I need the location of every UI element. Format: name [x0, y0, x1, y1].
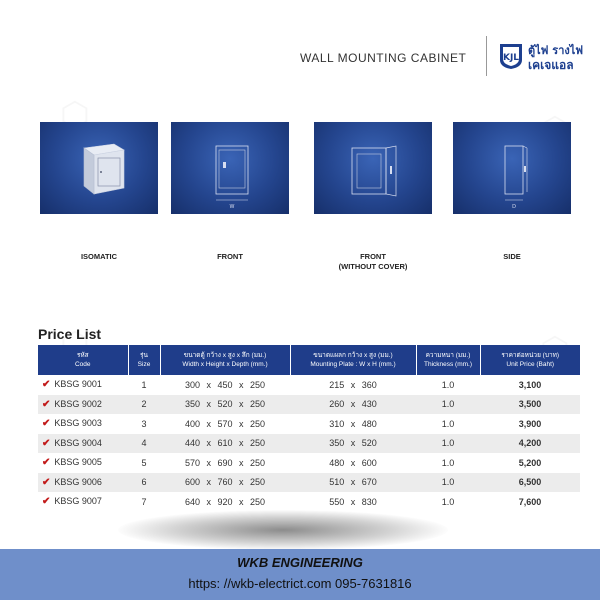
header-divider [486, 36, 487, 76]
product-view-front [171, 122, 289, 262]
price-cell: 3,500 [480, 395, 580, 415]
product-image [171, 122, 289, 214]
plate-cell: 480 x 600 [329, 457, 377, 468]
plate-cell: 215 x 360 [329, 379, 377, 390]
thickness-cell: 1.0 [416, 473, 480, 493]
thickness-cell: 1.0 [441, 418, 455, 429]
product-code: KBSG 9004 [54, 437, 102, 448]
dimensions-cell: 570 x 690 x 250 [184, 457, 266, 468]
check-icon: ✔ [42, 457, 51, 469]
product-code: KBSG 9001 [54, 379, 102, 390]
column-header-code: รหัส Code [38, 345, 128, 375]
product-view-isometric [40, 122, 158, 262]
svg-text:D: D [512, 204, 516, 210]
thickness-cell: 1.0 [416, 395, 480, 415]
table-row [38, 375, 580, 395]
header [0, 32, 600, 82]
thickness-cell: 1.0 [441, 379, 455, 390]
check-icon: ✔ [42, 476, 51, 488]
dimensions-cell: 300 x 450 x 250 [184, 379, 266, 390]
thickness-cell: 1.0 [441, 457, 455, 468]
brand-name-line2: เคเจแอล [528, 58, 574, 72]
size-cell: 1 [141, 379, 147, 390]
product-label: ISOMATIC [80, 252, 118, 261]
thickness-cell: 1.0 [416, 434, 480, 454]
plate-cell: 260 x 430 [290, 395, 416, 415]
size-cell: 6 [128, 473, 160, 493]
dimensions-cell: 400 x 570 x 250 [184, 418, 266, 429]
contact-info: https: //wkb-electrict.com 095-7631816 [188, 576, 412, 591]
product-image [314, 122, 432, 214]
svg-text:W: W [229, 204, 235, 210]
cabinet-side-icon [453, 122, 571, 214]
price-cell: 3,900 [518, 418, 542, 429]
product-code: KBSG 9003 [54, 418, 102, 429]
cabinet-front-open-icon [314, 122, 432, 214]
product-view-front-without-cover [314, 122, 432, 272]
product-views [0, 122, 600, 282]
size-cell: 4 [128, 434, 160, 454]
drop-shadow [118, 510, 448, 550]
brand-name-line1: ตู้ไฟ รางไฟ [528, 44, 584, 57]
price-cell: 4,200 [480, 434, 580, 454]
price-cell: 7,600 [518, 496, 542, 507]
price-cell: 6,500 [480, 473, 580, 493]
footer [0, 549, 600, 600]
cabinet-front-icon [171, 122, 289, 214]
kjl-logo-icon [497, 40, 525, 70]
table-header-row [38, 345, 580, 375]
dimensions-cell: 640 x 920 x 250 [184, 496, 266, 507]
product-image [40, 122, 158, 214]
product-code: KBSG 9002 [54, 398, 102, 409]
dimensions-cell: 350 x 520 x 250 [160, 395, 290, 415]
check-icon: ✔ [42, 437, 51, 449]
column-header-thickness: ความหนา (มม.) Thickness (mm.) [416, 345, 480, 375]
dimensions-cell: 600 x 760 x 250 [160, 473, 290, 493]
product-label: SIDE [503, 252, 521, 261]
product-label: FRONT [217, 252, 243, 261]
product-image [453, 122, 571, 214]
column-header-mounting-plate: ขนาดแผลก กว้าง x สูง (มม.) Mounting Plate : W x H (mm.) [290, 345, 416, 375]
product-label-line2: (WITHOUT COVER) [338, 262, 408, 271]
product-label-line1: FRONT [360, 252, 386, 261]
size-cell: 2 [128, 395, 160, 415]
product-view-side [453, 122, 571, 262]
plate-cell: 310 x 480 [329, 418, 377, 429]
plate-cell: 550 x 830 [329, 496, 377, 507]
check-icon: ✔ [42, 379, 51, 391]
page-title: WALL MOUNTING CABINET [300, 51, 467, 65]
table-row [38, 414, 580, 434]
price-cell: 3,100 [518, 379, 542, 390]
column-header-size: รุ่น Size [128, 345, 160, 375]
svg-text:KJL: KJL [502, 53, 520, 63]
table-row [38, 434, 580, 454]
thickness-cell: 1.0 [441, 496, 455, 507]
dimensions-cell: 440 x 610 x 250 [160, 434, 290, 454]
price-cell: 5,200 [518, 457, 542, 468]
product-code: KBSG 9005 [54, 457, 102, 468]
column-header-dimensions: ขนาดตู้ กว้าง x สูง x ลึก (มม.) Width x Height x Depth (mm.) [160, 345, 290, 375]
size-cell: 5 [141, 457, 147, 468]
product-label [314, 252, 432, 272]
plate-cell: 510 x 670 [290, 473, 416, 493]
company-name: WKB ENGINEERING [237, 555, 363, 570]
plate-cell: 350 x 520 [290, 434, 416, 454]
table-row [38, 492, 580, 512]
check-icon: ✔ [42, 418, 51, 430]
check-icon: ✔ [42, 496, 51, 508]
price-table [38, 345, 580, 512]
check-icon: ✔ [42, 398, 51, 410]
product-code: KBSG 9006 [54, 476, 102, 487]
column-header-unit-price: ราคาต่อหน่วย (บาท) Unit Price (Baht) [480, 345, 580, 375]
price-list-title: Price List [38, 326, 102, 342]
table-row [38, 395, 580, 415]
table-row [38, 453, 580, 473]
table-row [38, 473, 580, 493]
size-cell: 3 [141, 418, 147, 429]
cabinet-isometric-icon [40, 122, 158, 214]
product-code: KBSG 9007 [54, 496, 102, 507]
size-cell: 7 [141, 496, 147, 507]
